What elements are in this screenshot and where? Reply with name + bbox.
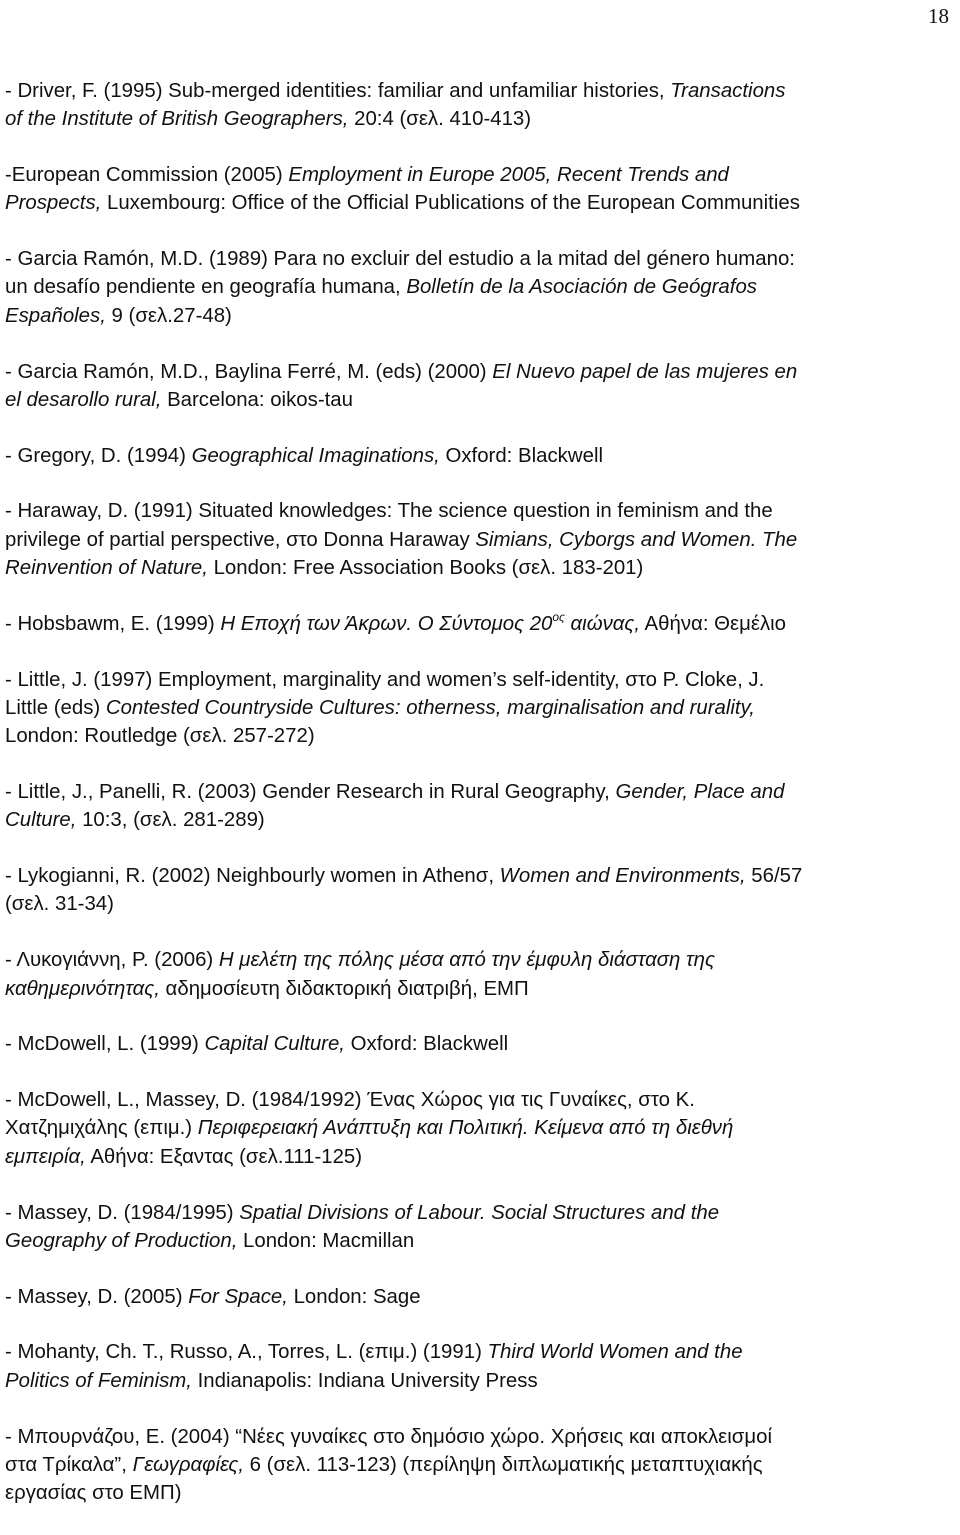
italic-text: Culture, bbox=[5, 809, 77, 832]
reference-text: - Lykogianni, R. (2002) Neighbourly women in Athenσ, bbox=[5, 865, 500, 888]
reference-text: - Λυκογιάννη, Ρ. (2006) bbox=[5, 949, 219, 972]
reference-entry bbox=[5, 666, 953, 751]
reference-text: 6 (σελ. 113-123) (περίληψη διπλωματικής μεταπτυχιακής bbox=[244, 1453, 763, 1476]
reference-text: - Μπουρνάζου, Ε. (2004) “Νέες γυναίκες στο δημόσιο χώρο. Χρήσεις και αποκλεισμοί bbox=[5, 1425, 772, 1448]
italic-text: El Nuevo papel de las mujeres en bbox=[492, 360, 798, 383]
italic-text: Contested Countryside Cultures: otherness, marginalisation and rurality, bbox=[105, 696, 755, 719]
reference-line bbox=[5, 1114, 953, 1142]
reference-text: (σελ. 31-34) bbox=[5, 893, 114, 916]
italic-text: Women and Environments, bbox=[499, 865, 746, 888]
reference-text: 10:3, (σελ. 281-289) bbox=[76, 809, 265, 832]
reference-line bbox=[5, 161, 953, 189]
italic-text: Transactions bbox=[670, 80, 786, 102]
reference-text: 9 (σελ.27-48) bbox=[105, 304, 232, 327]
reference-text: - Garcia Ramón, M.D., Baylina Ferré, M. (eds) (2000) bbox=[5, 360, 493, 383]
reference-text: - Massey, D. (2005) bbox=[5, 1285, 189, 1308]
italic-text: Spatial Divisions of Labour. Social Structures and the bbox=[239, 1201, 720, 1224]
italic-text: αιώνας, bbox=[564, 612, 641, 635]
reference-text: - McDowell, L., Massey, D. (1984/1992) Ένας Χώρος για τις Γυναίκες, στο Κ. bbox=[5, 1089, 695, 1112]
reference-entry bbox=[5, 77, 953, 134]
page-number: 18 bbox=[928, 4, 949, 28]
reference-line bbox=[5, 862, 953, 890]
reference-line bbox=[5, 358, 953, 386]
reference-entry bbox=[5, 497, 953, 582]
reference-text: - Little, J., Panelli, R. (2003) Gender Research in Rural Geography, bbox=[5, 781, 616, 804]
reference-line bbox=[5, 526, 953, 554]
italic-text: of the Institute of British Geographers, bbox=[5, 108, 349, 131]
reference-entry bbox=[5, 245, 953, 330]
reference-text: Barcelona: oikos-tau bbox=[161, 388, 353, 411]
reference-line bbox=[5, 1086, 953, 1114]
reference-text: εργασίας στο ΕΜΠ) bbox=[5, 1482, 182, 1505]
reference-line bbox=[5, 890, 953, 918]
italic-text: Geography of Production, bbox=[5, 1229, 238, 1252]
reference-line bbox=[5, 778, 953, 806]
reference-line bbox=[5, 610, 953, 638]
reference-text: privilege of partial perspective, στο Donna Haraway bbox=[5, 528, 476, 551]
reference-entry bbox=[5, 1030, 953, 1058]
italic-text: Prospects, bbox=[5, 192, 102, 215]
reference-line bbox=[5, 497, 953, 525]
reference-text: Χατζημιχάλης (επιμ.) bbox=[5, 1117, 198, 1140]
reference-entry bbox=[5, 1423, 953, 1508]
reference-line bbox=[5, 1338, 953, 1366]
reference-line bbox=[5, 273, 953, 301]
reference-line bbox=[5, 1283, 953, 1311]
reference-entry bbox=[5, 358, 953, 415]
italic-text: Capital Culture, bbox=[204, 1033, 345, 1056]
reference-line bbox=[5, 189, 953, 217]
reference-text: αδημοσίευτη διδακτορική διατριβή, ΕΜΠ bbox=[159, 977, 529, 1000]
reference-text: Oxford: Blackwell bbox=[344, 1033, 509, 1056]
italic-text: εμπειρία, bbox=[5, 1145, 86, 1168]
reference-text: Αθήνα: Εξαντας (σελ.111-125) bbox=[85, 1145, 363, 1168]
reference-line bbox=[5, 386, 953, 414]
reference-text: - Driver, F. (1995) Sub-merged identities: familiar and unfamiliar histories, bbox=[5, 80, 671, 102]
reference-line bbox=[5, 1227, 953, 1255]
reference-text: - McDowell, L. (1999) bbox=[5, 1033, 205, 1056]
reference-line bbox=[5, 975, 953, 1003]
reference-text: Oxford: Blackwell bbox=[439, 444, 604, 467]
reference-text: Αθήνα: Θεμέλιο bbox=[640, 612, 787, 635]
reference-text: Little (eds) bbox=[5, 696, 106, 719]
reference-entry bbox=[5, 862, 953, 919]
reference-line bbox=[5, 694, 953, 722]
reference-entry bbox=[5, 946, 953, 1003]
italic-text: Η μελέτη της πόλης μέσα από την έμφυλη διάσταση της bbox=[218, 949, 715, 972]
italic-text bbox=[552, 609, 565, 635]
reference-entry bbox=[5, 1199, 953, 1256]
reference-list bbox=[5, 77, 953, 1535]
reference-line bbox=[5, 1199, 953, 1227]
reference-line bbox=[5, 1451, 953, 1479]
italic-text: Españoles, bbox=[5, 304, 106, 327]
italic-text: Reinvention of Nature, bbox=[5, 557, 208, 580]
reference-line bbox=[5, 1030, 953, 1058]
italic-text: Bolletín de la Asociación de Geógrafos bbox=[406, 276, 757, 299]
reference-text: Luxembourg: Office of the Official Publications of the European Communities bbox=[101, 192, 800, 215]
italic-text: el desarollo rural, bbox=[5, 388, 162, 411]
italic-text: For Space, bbox=[188, 1285, 288, 1308]
reference-entry bbox=[5, 778, 953, 835]
reference-text: - Mohanty, Ch. T., Russo, A., Torres, L. (επιμ.) (1991) bbox=[5, 1341, 488, 1364]
italic-text: Η Εποχή των Άκρων. Ο Σύντομος 20 bbox=[220, 612, 553, 635]
reference-text: Indianapolis: Indiana University Press bbox=[191, 1369, 538, 1392]
italic-text: καθημερινότητας, bbox=[5, 977, 160, 1000]
reference-line bbox=[5, 302, 953, 330]
reference-line bbox=[5, 77, 953, 105]
italic-text: Geographical Imaginations, bbox=[191, 444, 440, 467]
reference-text: - Little, J. (1997) Employment, marginality and women’s self-identity, στο P. Cloke, J. bbox=[5, 668, 765, 691]
reference-text: - Haraway, D. (1991) Situated knowledges: The science question in feminism and the bbox=[5, 500, 773, 523]
reference-line bbox=[5, 1143, 953, 1171]
reference-line bbox=[5, 105, 953, 133]
reference-line bbox=[5, 806, 953, 834]
reference-text: - Massey, D. (1984/1995) bbox=[5, 1201, 240, 1224]
italic-text: Employment in Europe 2005, Recent Trends and bbox=[288, 164, 729, 187]
reference-text: - Hobsbawm, E. (1999) bbox=[5, 612, 221, 635]
reference-line bbox=[5, 946, 953, 974]
reference-text: στα Τρίκαλα”, bbox=[5, 1453, 133, 1476]
reference-line bbox=[5, 442, 953, 470]
reference-line bbox=[5, 1479, 953, 1507]
reference-entry bbox=[5, 1086, 953, 1171]
italic-text: Politics of Feminism, bbox=[5, 1369, 192, 1392]
italic-text: Περιφερειακή Ανάπτυξη και Πολιτική. Κείμενα από τη διεθνή bbox=[197, 1117, 734, 1140]
italic-text: Gender, Place and bbox=[615, 781, 785, 804]
reference-entry bbox=[5, 610, 953, 638]
reference-line bbox=[5, 666, 953, 694]
reference-entry bbox=[5, 1338, 953, 1395]
reference-text: London: Routledge (σελ. 257-272) bbox=[5, 725, 315, 748]
superscript-text: ος bbox=[552, 609, 565, 624]
italic-text: Simians, Cyborgs and Women. The bbox=[475, 528, 798, 551]
reference-text: - Gregory, D. (1994) bbox=[5, 444, 192, 467]
reference-entry bbox=[5, 161, 953, 218]
reference-entry bbox=[5, 442, 953, 470]
italic-text: Γεωγραφίες, bbox=[132, 1453, 244, 1476]
reference-line bbox=[5, 554, 953, 582]
reference-entry bbox=[5, 1283, 953, 1311]
italic-text: Third World Women and the bbox=[487, 1341, 743, 1364]
reference-text: un desafío pendiente en geografía humana, bbox=[5, 276, 407, 299]
reference-line bbox=[5, 245, 953, 273]
reference-line bbox=[5, 722, 953, 750]
reference-text: London: Free Association Books (σελ. 183-201) bbox=[207, 557, 644, 580]
reference-line bbox=[5, 1423, 953, 1451]
reference-text: 20:4 (σελ. 410-413) bbox=[348, 108, 532, 131]
reference-text: 56/57 bbox=[745, 865, 803, 888]
reference-text: - Garcia Ramón, M.D. (1989) Para no excluir del estudio a la mitad del género humano: bbox=[5, 248, 795, 271]
reference-text: London: Macmillan bbox=[237, 1229, 415, 1252]
reference-text: -European Commission (2005) bbox=[5, 164, 289, 187]
reference-text: London: Sage bbox=[287, 1285, 421, 1308]
reference-line bbox=[5, 1367, 953, 1395]
